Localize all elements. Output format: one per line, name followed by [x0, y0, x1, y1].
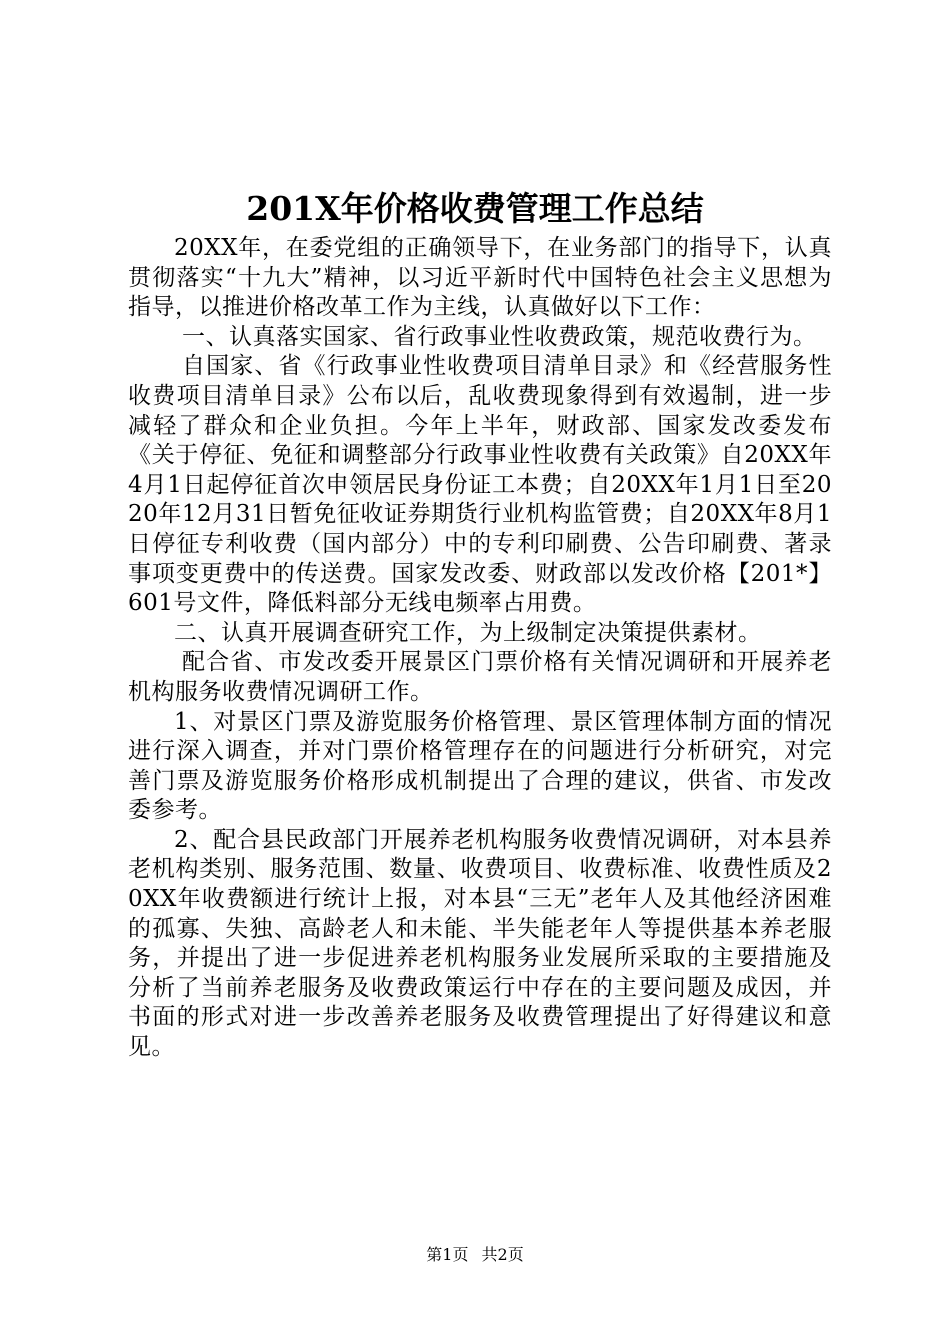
page-number-total: 共2页 [481, 1245, 524, 1264]
paragraph-heading-2: 二、认真开展调查研究工作，为上级制定决策提供素材。 [174, 619, 762, 646]
paragraph-item-2: 2、配合县民政部门开展养老机构服务收费情况调研，对本县养老机构类别、服务范围、数量、收费项目、收费标准、收费性质及20XX年收费额进行统计上报，对本县“三无”老年人及其他经济困难的孤寡、失独、高龄老人和未能、半失能老年人等提供基本养老服务，并提出了进一步促进养老机构服务业发展所采取的主要措施及分析了当前养老服务及收费政策运行中存在的主要问题及成因，并书面的形式对进一步改善养老服务及收费管理提出了好得建议和意见。 [128, 826, 832, 1061]
paragraph-research: 配合省、市发改委开展景区门票价格有关情况调研和开展养老机构服务收费情况调研工作。 [128, 649, 832, 705]
paragraph-intro: 20XX年，在委党组的正确领导下，在业务部门的指导下，认真贯彻落实“十九大”精神，以习近平新时代中国特色社会主义思想为指导，以推进价格改革工作为主线，认真做好以下工作： [128, 235, 832, 321]
paragraph-item-1: 1、对景区门票及游览服务价格管理、景区管理体制方面的情况进行深入调查，并对门票价格管理存在的问题进行分析研究，对完善门票及游览服务价格形成机制提出了合理的建议，供省、市发改委参考。 [128, 708, 832, 824]
page-number-current: 第1页 [426, 1245, 469, 1264]
page-footer [0, 1244, 950, 1266]
paragraph-heading-1: 一、认真落实国家、省行政事业性收费政策，规范收费行为。 [182, 323, 817, 350]
document-title: 201X年价格收费管理工作总结 [246, 189, 704, 228]
paragraph-policy: 自国家、省《行政事业性收费项目清单目录》和《经营服务性收费项目清单目录》公布以后，乱收费现象得到有效遏制，进一步减轻了群众和企业负担。今年上半年，财政部、国家发改委发布《关于停征、免征和调整部分行政事业性收费有关政策》自20XX年4月1日起停征首次申领居民身份证工本费；自20XX年1月1日至2020年12月31日暂免征收证券期货行业机构监管费；自20XX年8月1日停征专利收费（国内部分）中的专利印刷费、公告印刷费、著录事项变更费中的传送费。国家发改委、财政部以发改价格【201*】601号文件，降低料部分无线电频率占用费。 [128, 353, 832, 617]
document-body [128, 234, 832, 1063]
